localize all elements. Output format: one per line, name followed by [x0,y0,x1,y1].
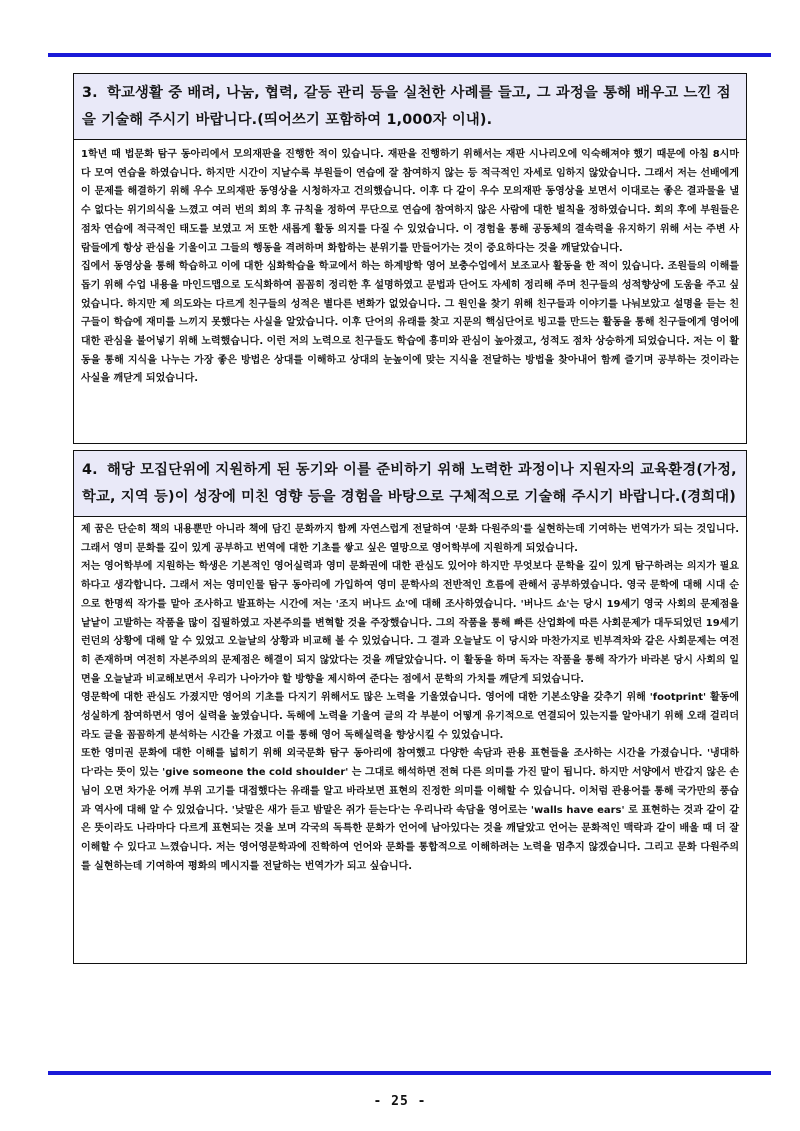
page-number: - 25 - [373,1094,427,1109]
question-4-box [73,450,747,964]
answer-paragraph: 영문학에 대한 관심도 가졌지만 영어의 기초를 다지기 위해서도 많은 노력을 기울였습니다. 영어에 대한 기본소양을 갖추기 위해 'footprint' 활동에 성실하게 참여하면서 영어 실력을 높였습니다. 독해에 노력을 기울여 글의 각 부분이 어떻게 유기적으로 연결되어 있는지를 알아내기 위해 오래 걸리더라도 글을 꼼꼼하게 분석하는 시간을 가졌고 이를 통해 영어 독해실력을 향상시킬 수 있었습니다. [81,692,739,741]
question-3-number: 3. [82,85,98,101]
question-3-text: 학교생활 중 배려, 나눔, 협력, 갈등 관리 등을 실천한 사례를 들고, 그 과정을 통해 배우고 느낀 점을 기술해 주시기 바랍니다.(띄어쓰기 포함하여 1,000자 이내). [82,85,731,128]
answer-paragraph: 또한 영미권 문화에 대한 이해를 넓히기 위해 외국문화 탐구 동아리에 참여했고 다양한 속담과 관용 표현들을 조사하는 시간을 가졌습니다. '냉대하다'라는 뜻이 있는 'give someone the cold shoulder' 는 그대로 해석하면 전혀 다른 의미를 가진 말이 됩니다. 하지만 서양에서 반갑지 않은 손님이 오면 차가운 어깨 부위 고기를 대접했다는 유래를 알고 바라보면 표현의 진정한 의미를 이해할 수 있습니다. 이처럼 관용어를 통해 국가만의 풍습과 역사에 대해 알 수 있었습니다. '낮말은 새가 듣고 밤말은 쥐가 듣는다'는 우리나라 속담을 영어로는 'walls have ears' 로 표현하는 것과 같이 같은 뜻이라도 나라마다 다르게 표현되는 것을 보며 각국의 독특한 문화가 언어에 남아있다는 것을 깨달았고 언어는 문화적인 맥락과 같이 배울 때 더 잘 이해할 수 있다고 느꼈습니다. 저는 영어영문학과에 진학하여 언어와 문화를 통합적으로 이해하려는 노력을 멈추지 않겠습니다. 그리고 문화 다원주의를 실현하는데 기여하여 평화의 메시지를 전달하는 번역가가 되고 싶습니다. [81,748,739,872]
question-4-heading [74,451,746,517]
question-4-number: 4. [82,462,98,478]
question-3-box [73,73,747,444]
answer-paragraph: 1학년 때 법문화 탐구 동아리에서 모의재판을 진행한 적이 있습니다. 재판을 진행하기 위해서는 재판 시나리오에 익숙해져야 했기 때문에 아침 8시마다 모여 연습을 하였습니다. 하지만 시간이 지날수록 부원들이 연습에 잘 참여하지 않는 등 적극적인 자세로 임하지 않았습니다. 그래서 저는 선배에게 이 문제를 해결하기 위해 우수 모의재판 동영상을 시청하자고 건의했습니다. 이후 다 같이 우수 모의재판 동영상을 보면서 이대로는 좋은 결과물을 낼 수 없다는 위기의식을 느꼈고 여러 번의 회의 후 규칙을 정하여 무단으로 연습에 참여하지 않은 사람에 대한 벌칙을 정하였습니다. 회의 후에 부원들은 점차 연습에 적극적인 태도를 보였고 저 또한 새롭게 활동 의지를 다질 수 있었습니다. 이 경험을 통해 공동체의 결속력을 유지하기 위해 서는 주변 사람들에게 항상 관심을 기울이고 그들의 행동을 격려하며 화합하는 분위기를 만들어가는 것이 중요하다는 것을 깨달았습니다. [81,149,739,254]
question-4-text: 해당 모집단위에 지원하게 된 동기와 이를 준비하기 위해 노력한 과정이나 지원자의 교육환경(가정, 학교, 지역 등)이 성장에 미친 영향 등을 경험을 바탕으로 구체적으로 기술해 주시기 바랍니다.(경희대) [82,462,737,505]
question-3-answer [74,140,746,389]
answer-paragraph: 저는 영어학부에 지원하는 학생은 기본적인 영어실력과 영미 문화권에 대한 관심도 있어야 하지만 무엇보다 문학을 깊이 있게 탐구하려는 의지가 필요하다고 생각합니다. 그래서 저는 영미인물 탐구 동아리에 가입하여 영미 문학사의 전반적인 흐름에 관해서 공부하였습니다. 영국 문학에 대해 시대 순으로 한명씩 작가를 맡아 조사하고 발표하는 시간에 저는 '조지 버나드 쇼'에 대해 조사하였습니다. '버나드 쇼'는 당시 19세기 영국 사회의 문제점을 낱낱이 고발하는 작품을 많이 집필하였고 자본주의를 변혁할 것을 주장했습니다. 그의 작품을 통해 빠른 산업화에 따른 사회문제가 대두되었던 19세기 런던의 상황에 대해 알 수 있었고 오늘날의 상황과 비교해 볼 수 있었습니다. 그 결과 오늘날도 이 당시와 마찬가지로 빈부격차와 같은 사회문제는 여전히 존재하며 여전히 자본주의의 문제점은 해결이 되지 않았다는 것을 깨달았습니다. 이 활동을 하며 독자는 작품을 통해 작가가 바라본 당시 사회의 일면을 오늘날과 비교해보면서 우리가 나아가야 할 방향을 제시하여 준다는 점에서 문학의 가치를 깨닫게 되었습니다. [81,561,739,685]
answer-paragraph: 집에서 동영상을 통해 학습하고 이에 대한 심화학습을 학교에서 하는 하계방학 영어 보충수업에서 보조교사 활동을 한 적이 있습니다. 조원들의 이해를 돕기 위해 수업 내용을 마인드맵으로 도식화하여 꼼꼼히 정리한 후 설명하였고 문법과 단어도 자세히 정리해 주며 친구들의 성적향상에 도움을 주고 싶었습니다. 하지만 제 의도와는 다르게 친구들의 성적은 별다른 변화가 없었습니다. 그 원인을 찾기 위해 친구들과 이야기를 나눠보았고 설명을 듣는 친구들이 학습에 재미를 느끼지 못했다는 사실을 알았습니다. 이후 단어의 유래를 찾고 지문의 핵심단어로 빙고를 만드는 활동을 통해 친구들에게 영어에 대한 관심을 불어넣기 위해 노력했습니다. 이런 저의 노력으로 친구들도 학습에 흥미와 관심이 높아졌고, 성적도 점차 상승하게 되었습니다. 저는 이 활동을 통해 지식을 나누는 가장 좋은 방법은 상대를 이해하고 상대의 눈높이에 맞는 지식을 전달하는 방법을 찾아내어 함께 즐기며 공부하는 것이라는 사실을 깨닫게 되었습니다. [81,261,739,385]
question-4-answer [74,517,746,876]
footer-rule [48,1071,771,1075]
question-3-heading [74,74,746,140]
header-rule [48,53,771,57]
answer-paragraph: 제 꿈은 단순히 책의 내용뿐만 아니라 책에 담긴 문화까지 함께 자연스럽게 전달하여 '문화 다원주의'를 실현하는데 기여하는 번역가가 되는 것입니다. 그래서 영미 문화를 깊이 있게 공부하고 번역에 대한 기초를 쌓고 싶은 열망으로 영어학부에 지원하게 되었습니다. [81,524,739,554]
